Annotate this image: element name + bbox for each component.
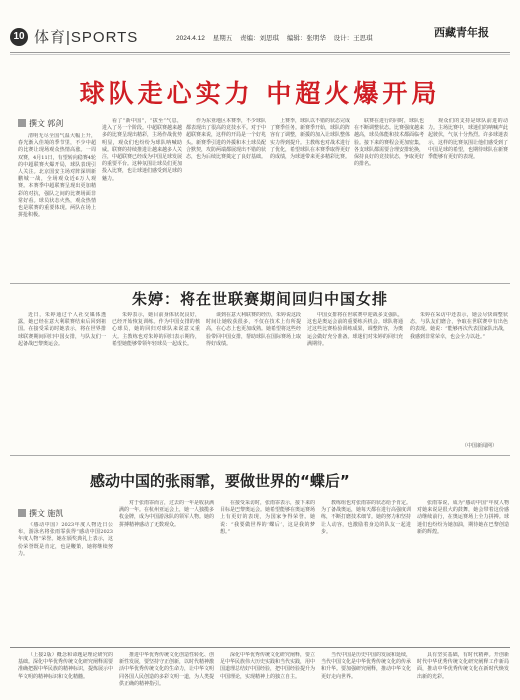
article1-column-6: 观众们的支持是球队前进的动力。主场比赛中，球迷们的呐喊声此起彼伏，气氛十分热烈。许多球迷表示，这样的比赛氛围让他们感受到了中国足球的希望，也期待球队在新赛季能够有更好的表现。: [428, 118, 508, 161]
newspaper-name: 西藏青年报: [434, 26, 489, 39]
article2-credit: （中国新闻网）: [462, 443, 498, 449]
article1-column-4: 上赛季，球队以不错的状态完成了赛季任务。新赛季开始，球队的阵容有了调整，新援的加入让球队整体实力得到提升。主教练也对战术进行了优化，希望球队在本赛季取得更好的成绩，为球迷带来更多精彩比赛。: [270, 118, 350, 161]
article3-divider: [10, 647, 510, 648]
article3-column-4: 教练组也对张雨霏的状态给予肯定。为了备战奥运，她每天都在进行高强度训练，不断打磨技术细节。她的努力和坚持让人动容，也激励着身边的队友一起进步。: [321, 500, 411, 535]
article3-column-1: 《感动中国》2023年度人物近日公布，游泳名将张雨霏获得“感动中国2023年度人物”荣誉。她在颁奖典礼上表示，这份荣誉既是肯定，也是鞭策，她将继续努力。: [18, 522, 113, 557]
byline-icon: [18, 509, 26, 517]
editor-3: 设计：王思琪: [333, 35, 373, 42]
article4-column-5: 具有坚实基础，有时代精神。开创新时代中华优秀传统文化研究阐释工作新局面，推动中华优秀传统文化在新时代焕发出新的光彩。: [417, 652, 509, 680]
article4-column-3: 深化中华优秀传统文化研究阐释，要立足中华民族伟大历史实践和当代实践，用中国道理总结好中国经验，把中国经验提升为中国理论，实现精神上的独立自主。: [220, 652, 315, 680]
article3-column-2: 对于张雨霏而言，过去的一年是收获满满的一年。在杭州亚运会上，她一人独揽多枚金牌，成为中国游泳队的领军人物。她的拼搏精神感动了无数观众。: [119, 500, 214, 528]
editor-1: 责编：刘思琪: [240, 35, 280, 42]
article3-byline: 撰文 施凯: [18, 508, 63, 519]
article1-column-1: 清明无尽全国气温大幅上升，春光渐入佳境的季节里，不少中超的比赛让现场观众热情高涨。一周双赛，4月11日，有望转向稳赛4轮的中超联赛火爆开局，球队表现引人关注。北京国安主场对阵深圳新鹏城一战，全场观众近6万人观赛。本赛季中超联赛呈现出更加精彩的对抗，强队之间的比赛场面非常好看。球员状态火热，观众热情也是联赛的重要体现。两队在场上拼抢积极。: [18, 133, 96, 219]
article2-column-2: 朱婷表示，她目前身体状况良好，已经开始恢复训练。作为中国女排的核心球员，她的回归对球队来说意义重大。主教练也对朱婷的回归表示期待，希望她能够带领年轻球员一起成长。: [112, 312, 200, 347]
article1-divider: [10, 283, 510, 284]
article4-column-2: 推进中华优秀传统文化创造性转化、创新性发展，要坚持守正创新，以时代精神激活中华优秀传统文化的生命力，让中华文明同各国人民创造的多彩文明一道，为人类提供正确的精神指引。: [119, 652, 214, 687]
article1-headline: 球队走心实力 中超火爆开局: [79, 79, 441, 108]
article3-column-5: 张雨霏说，成为“感动中国”年度人物对她来说是很大的鼓舞，她会带着这份感动继续前行，在奥运赛场上全力拼搏。球迷们也纷纷为她加油，期待她在巴黎创造新的辉煌。: [417, 500, 509, 535]
article2-column-1: 近日，朱婷通过个人社交媒体透露，她已经在意大利联赛结束后回到祖国。在接受采访时她表示，将在世界排球联赛期间回归中国女排，与队友们一起备战巴黎奥运会。: [18, 312, 106, 347]
article2-column-4: 中国女排将在世联赛中迎战多支强队，这也是奥运会前的重要练兵机会。球队将通过这些比赛检验训练成果，调整阵容，为奥运会做好充分准备。球迷们对朱婷的回归充满期待。: [307, 312, 403, 347]
article4-column-4: 当代中国是历史中国的发展和延续，当代中国文化是中华优秀传统文化的传承和升华。要加强研究阐释，推动中华文化更好走向世界。: [321, 652, 411, 680]
header-divider: [10, 52, 510, 53]
article1-byline: 撰文 郭剑: [18, 118, 63, 129]
article2-headline: 朱婷：将在世联赛期间回归中国女排: [131, 290, 388, 308]
editor-2: 编辑：张明华: [286, 35, 326, 42]
article1-column-2: 看了“新中国”，“拔至”气息，进入了另一个阶段。中超联赛越来越多的比赛呈现出精彩，主场作战优势明显，观众们也纷纷为球队呐喊助威。联赛的持续推进让越来越多人关注，中超联赛已经成为中国足球发展的重要平台。这种氛围让球员们更加投入比赛，也让球迷们感受到足球的魅力。: [102, 118, 182, 182]
section-title: 体育|SPORTS: [34, 29, 139, 46]
article2-column-5: 朱婷在采访中还表示，她会尽快调整状态，与队友们磨合，争取在世联赛中有出色的表现。她说：“能够再次代表国家队出战，我感到非常荣幸，也会全力以赴。”: [410, 312, 508, 340]
issue-weekday: 星期五: [212, 35, 233, 42]
article4-column-1: （上接2版）概念和命题是理论研究的基础。深化中华优秀传统文化研究阐释需要准确把握中华民族的精神标识，提炼展示中华文明的精神标识和文化精髓。: [18, 652, 113, 680]
page-number-badge: 10: [10, 28, 28, 46]
article3-column-3: 在接受采访时，张雨霏表示，接下来的目标是巴黎奥运会。她希望能够在奥运赛场上有更好的表现，为国家争得荣誉。她说：“我要做世界的‘蝶后’，这是我的梦想。”: [220, 500, 315, 535]
header-divider-thin: [10, 54, 510, 55]
article3-headline: 感动中国的张雨霏，要做世界的“蝶后”: [90, 472, 350, 490]
article1-column-5: 联赛在进行的同时，球队也在不断调整状态。比赛强度越来越高，球员体能和技术都面临考验。接下来的赛程会更加密集，各支球队都需要合理安排轮换，保持良好的竞技状态，争取更好的排名。: [354, 118, 424, 168]
issue-date: 2024.4.12: [176, 35, 205, 42]
byline-icon: [18, 119, 26, 127]
article1-column-3: 作为东亚地区本赛季，不少球队都表现出了很高的竞技水平。对于中超联赛来说，这样的开局是一个好兆头。新赛季引进的外援和本土球员配合默契，攻防两端都展现出不错的状态，也为后续比赛奠定了良好基础。: [186, 118, 266, 161]
article2-column-3: 谈到在意大利联赛的经历，朱婷说这段时间让她收获很多，不仅在技术上有所提高，在心态上也更加成熟。她希望将这些经验带回中国女排，帮助球队在国际赛场上取得好成绩。: [206, 312, 301, 347]
issue-info: [176, 33, 379, 42]
article2-divider: [10, 455, 510, 456]
